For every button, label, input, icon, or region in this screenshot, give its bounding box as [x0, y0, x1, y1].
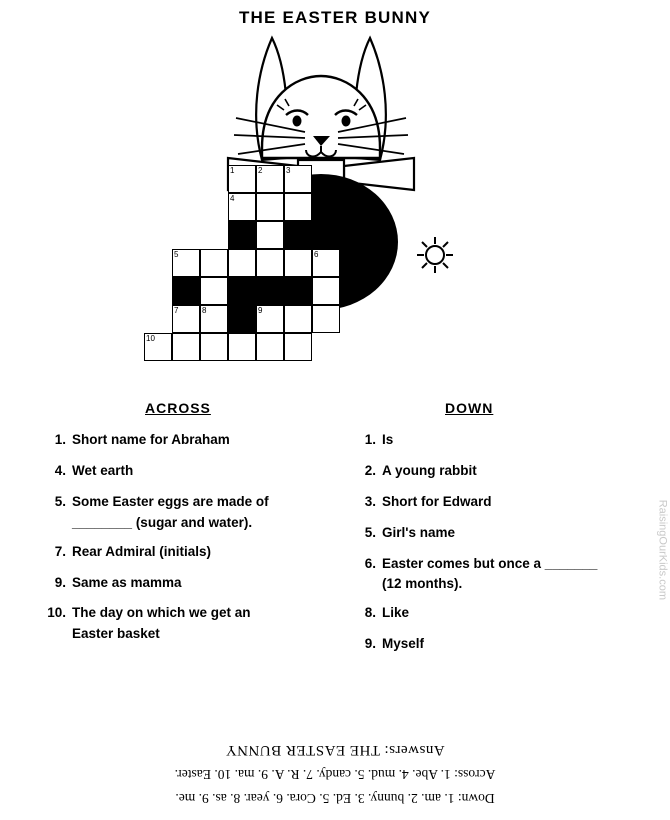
crossword-cell[interactable]: [256, 249, 284, 277]
clue-item: [350, 463, 650, 480]
clues-section: [0, 400, 670, 690]
crossword-cell[interactable]: [200, 333, 228, 361]
across-heading: ACROSS: [145, 400, 211, 416]
clue-number: 5.: [364, 524, 376, 540]
crossword-cell-number: 6: [314, 250, 319, 259]
clue-number: 5.: [54, 493, 66, 509]
crossword-cell[interactable]: [144, 333, 172, 361]
crossword-block-cell: [284, 277, 312, 305]
clue-item: [40, 575, 340, 592]
page-title: THE EASTER BUNNY: [238, 8, 432, 27]
crossword-cell[interactable]: [312, 249, 340, 277]
clue-item: [40, 605, 340, 622]
down-clue-list: [350, 432, 650, 653]
crossword-cell[interactable]: [200, 305, 228, 333]
crossword-cell-number: 4: [230, 194, 235, 203]
crossword-cell-number: 2: [258, 166, 263, 175]
crossword-grid[interactable]: [146, 30, 490, 370]
crossword-cell[interactable]: [284, 249, 312, 277]
crossword-cell[interactable]: [256, 165, 284, 193]
clue-item: [350, 525, 650, 542]
clue-number: 9.: [364, 636, 376, 652]
crossword-cell[interactable]: [200, 249, 228, 277]
crossword-cell-number: 3: [286, 166, 291, 175]
clue-item: [350, 636, 650, 653]
clue-text: Myself: [382, 636, 425, 652]
clue-number: 1.: [364, 432, 376, 447]
crossword-cell[interactable]: [312, 277, 340, 305]
clue-item: [350, 494, 650, 511]
clue-text: Some Easter eggs are made of: [72, 493, 269, 509]
crossword-block-cell: [228, 277, 256, 305]
clue-number: 8.: [364, 605, 376, 621]
bunny-illustration: [146, 30, 490, 370]
answers-label: Answers:: [384, 741, 445, 758]
clue-continuation: (12 months).: [382, 576, 463, 592]
crossword-cell[interactable]: [172, 333, 200, 361]
crossword-cell[interactable]: [228, 333, 256, 361]
crossword-cell-number: 9: [258, 306, 263, 315]
crossword-cell[interactable]: [256, 193, 284, 221]
answers-title: THE EASTER BUNNY: [225, 741, 381, 758]
clue-text: A young rabbit: [382, 462, 477, 478]
clue-text: Wet earth: [72, 462, 134, 478]
clue-number: 9.: [54, 574, 66, 590]
crossword-cell-number: 7: [174, 306, 179, 315]
clue-text: Girl's name: [382, 524, 455, 540]
crossword-cell[interactable]: [228, 193, 256, 221]
crossword-cell[interactable]: [172, 305, 200, 333]
crossword-block-cell: [172, 277, 200, 305]
clue-text: Short for Edward: [382, 493, 492, 509]
crossword-block-cell: [228, 305, 256, 333]
crossword-cell[interactable]: [228, 165, 256, 193]
clue-item: [40, 544, 340, 561]
crossword-cell[interactable]: [256, 221, 284, 249]
clue-number: 3.: [364, 493, 376, 509]
clue-text: The day on which we get an: [72, 605, 251, 621]
clue-number: 7.: [54, 543, 66, 559]
crossword-cell[interactable]: [284, 305, 312, 333]
clue-item: [40, 432, 340, 449]
clue-text: Rear Admiral (initials): [72, 543, 212, 559]
crossword-block-cell: [228, 221, 256, 249]
down-heading: DOWN: [445, 400, 494, 416]
clue-item: [350, 605, 650, 622]
clue-continuation: Easter basket: [72, 626, 160, 642]
answers-down-line: Down: 1. am. 2. bunny. 3. Ed. 5. Cora. 6. year. 8. as. 9. me.: [175, 791, 495, 806]
crossword-cell-number: 1: [230, 166, 235, 175]
crossword-cell[interactable]: [228, 249, 256, 277]
answers-title-line: [0, 737, 670, 763]
clue-text: Easter comes but once a _______: [382, 555, 598, 571]
across-clue-list: [40, 432, 340, 641]
answers-across-line: Across: 1. Abe. 4. mud. 5. candy. 7. R. A. 9. ma. 10. Easter.: [174, 767, 496, 783]
across-clues: [40, 400, 340, 655]
crossword-cell-number: 5: [174, 250, 179, 259]
down-clues: [350, 400, 650, 667]
clue-item: [40, 463, 340, 480]
clue-item: [40, 494, 340, 511]
crossword-cell[interactable]: [284, 333, 312, 361]
crossword-cell[interactable]: [172, 249, 200, 277]
clue-item: [350, 432, 650, 449]
crossword-cell[interactable]: [312, 305, 340, 333]
clue-number: 2.: [364, 462, 376, 478]
crossword-cell[interactable]: [200, 277, 228, 305]
clue-item: [350, 556, 650, 573]
clue-number: 4.: [54, 462, 66, 478]
clue-text: Like: [382, 605, 410, 621]
crossword-block-cell: [284, 221, 312, 249]
clue-continuation: ________ (sugar and water).: [72, 514, 253, 530]
clue-number: 6.: [364, 555, 376, 571]
crossword-cell[interactable]: [284, 165, 312, 193]
clue-text: Short name for Abraham: [72, 432, 230, 447]
clue-number: 1.: [54, 432, 66, 447]
crossword-cell[interactable]: [284, 193, 312, 221]
clue-number: 10.: [47, 605, 66, 621]
answers-block: [0, 705, 670, 810]
clue-text: Is: [382, 432, 394, 447]
crossword-cell[interactable]: [256, 333, 284, 361]
crossword-cell[interactable]: [256, 305, 284, 333]
crossword-cell-number: 10: [146, 334, 155, 343]
crossword-block-cell: [256, 277, 284, 305]
crossword-cell-number: 8: [202, 306, 207, 315]
site-watermark: RaisingOurKids.com: [656, 499, 668, 600]
clue-text: Same as mamma: [72, 574, 182, 590]
